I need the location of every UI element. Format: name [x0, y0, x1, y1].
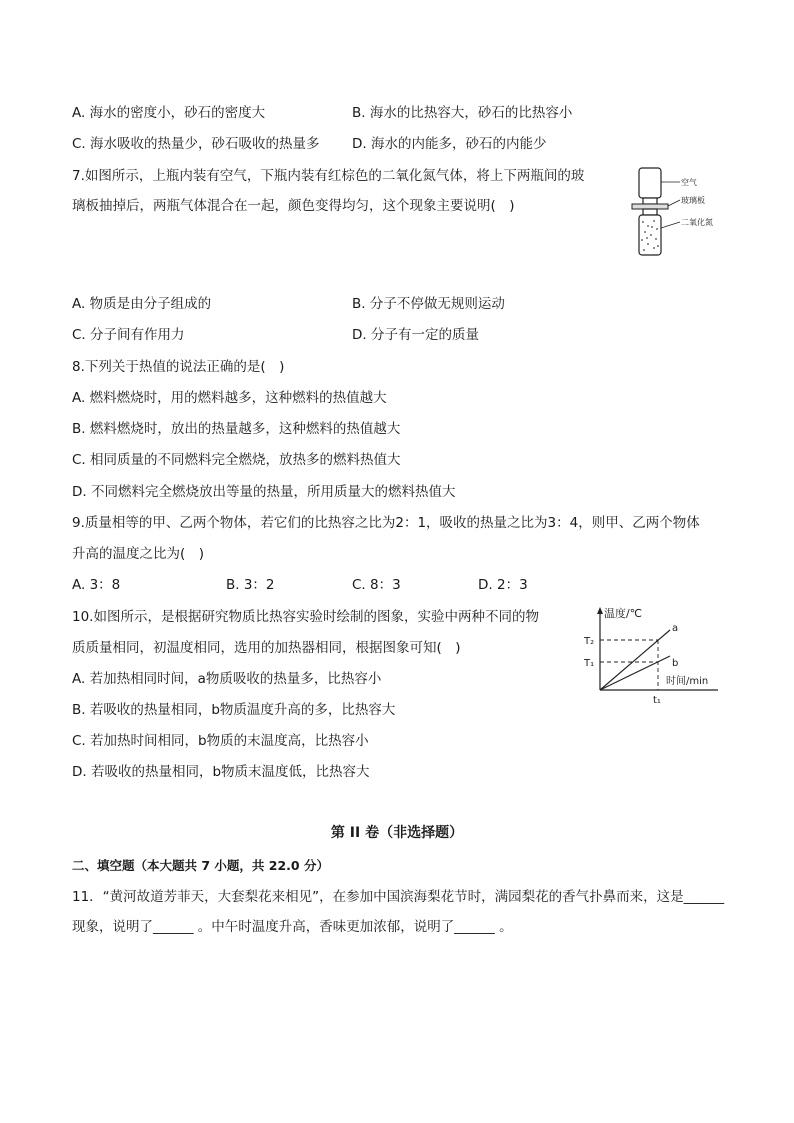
q10-option-c: C. 若加热时间相同，b物质的末温度高，比热容小	[72, 733, 369, 749]
q7-option-d: D. 分子有一定的质量	[352, 327, 479, 343]
series-a-line	[600, 630, 670, 690]
q7-option-a: A. 物质是由分子组成的	[72, 296, 212, 312]
t2-label: T₂	[584, 636, 595, 647]
q7-stem-line2: 璃板抽掉后，两瓶气体混合在一起，颜色变得均匀，这个现象主要说明( )	[72, 198, 515, 214]
part2-title: 第 II 卷（非选择题）	[330, 825, 464, 841]
x-axis-label: 时间/min	[666, 676, 709, 687]
q8-stem: 8.下列关于热值的说法正确的是( )	[72, 359, 285, 375]
series-b-label: b	[672, 658, 679, 669]
lower-bottle-neck	[643, 209, 657, 215]
q8-option-a: A. 燃料燃烧时，用的燃料越多，这种燃料的热值越大	[72, 390, 387, 406]
q6-option-c: C. 海水吸收的热量少，砂石吸收的热量多	[72, 136, 320, 152]
q11-stem-line1: 11．“黄河故道芳菲天，大套梨花来相见”，在参加中国滨海梨花节时，满园梨花的香气扑鼻而来，这是______	[72, 889, 725, 905]
q10-temperature-time-graph	[578, 604, 728, 706]
y-axis-label: 温度/℃	[604, 607, 643, 620]
glass-plate	[632, 204, 668, 209]
q9-option-a: A. 3：8	[72, 577, 121, 593]
q6-option-a: A. 海水的密度小，砂石的密度大	[72, 105, 266, 121]
q10-option-b: B. 若吸收的热量相同，b物质温度升高的多，比热容大	[72, 702, 396, 718]
upper-bottle	[639, 168, 661, 198]
q6-option-d: D. 海水的内能多，砂石的内能少	[352, 136, 547, 152]
q8-option-b: B. 燃料燃烧时，放出的热量越多，这种燃料的热值越大	[72, 421, 401, 437]
part2-subheading: 二、填空题（本大题共 7 小题，共 22.0 分）	[72, 858, 329, 873]
series-a-label: a	[672, 623, 679, 634]
q10-stem-line2: 质质量相同，初温度相同，选用的加热器相同，根据图象可知( )	[72, 640, 461, 656]
q10-option-a: A. 若加热相同时间，a物质吸收的热量多，比热容小	[72, 671, 382, 687]
q9-stem-line1: 9.质量相等的甲、乙两个物体，若它们的比热容之比为2：1，吸收的热量之比为3：4，则甲、乙两个物体	[72, 515, 700, 531]
q7-bottles-figure	[628, 162, 728, 262]
q7-option-c: C. 分子间有作用力	[72, 327, 185, 343]
time-t1-label: t₁	[653, 695, 661, 706]
series-b-line	[600, 656, 670, 690]
q7-option-b: B. 分子不停做无规则运动	[352, 296, 505, 312]
q9-option-b: B. 3：2	[226, 577, 275, 593]
q10-option-d: D. 若吸收的热量相同，b物质末温度低，比热容大	[72, 764, 370, 780]
q8-option-c: C. 相同质量的不同燃料完全燃烧，放热多的燃料热值大	[72, 452, 401, 468]
q9-option-c: C. 8：3	[352, 577, 401, 593]
lower-bottle	[639, 215, 661, 255]
t1-label: T₁	[584, 658, 595, 669]
label-glass-plate: 玻璃板	[681, 196, 705, 205]
q6-option-b: B. 海水的比热容大，砂石的比热容小	[352, 105, 573, 121]
y-axis-arrow	[597, 607, 603, 614]
q10-stem-line1: 10.如图所示，是根据研究物质比热容实验时绘制的图象，实验中两种不同的物	[72, 609, 539, 625]
label-air: 空气	[681, 178, 697, 187]
q9-stem-line2: 升高的温度之比为( )	[72, 546, 205, 562]
q7-stem-line1: 7.如图所示，上瓶内装有空气，下瓶内装有红棕色的二氧化氮气体，将上下两瓶间的玻	[72, 168, 585, 184]
q8-option-d: D. 不同燃料完全燃烧放出等量的热量，所用质量大的燃料热值大	[72, 484, 456, 500]
q11-stem-line2: 现象，说明了______ 。中午时温度升高，香味更加浓郁，说明了______ 。	[72, 919, 513, 935]
label-nitrogen-dioxide: 二氧化氮	[681, 218, 713, 227]
upper-bottle-neck	[643, 198, 657, 204]
q9-option-d: D. 2：3	[478, 577, 528, 593]
